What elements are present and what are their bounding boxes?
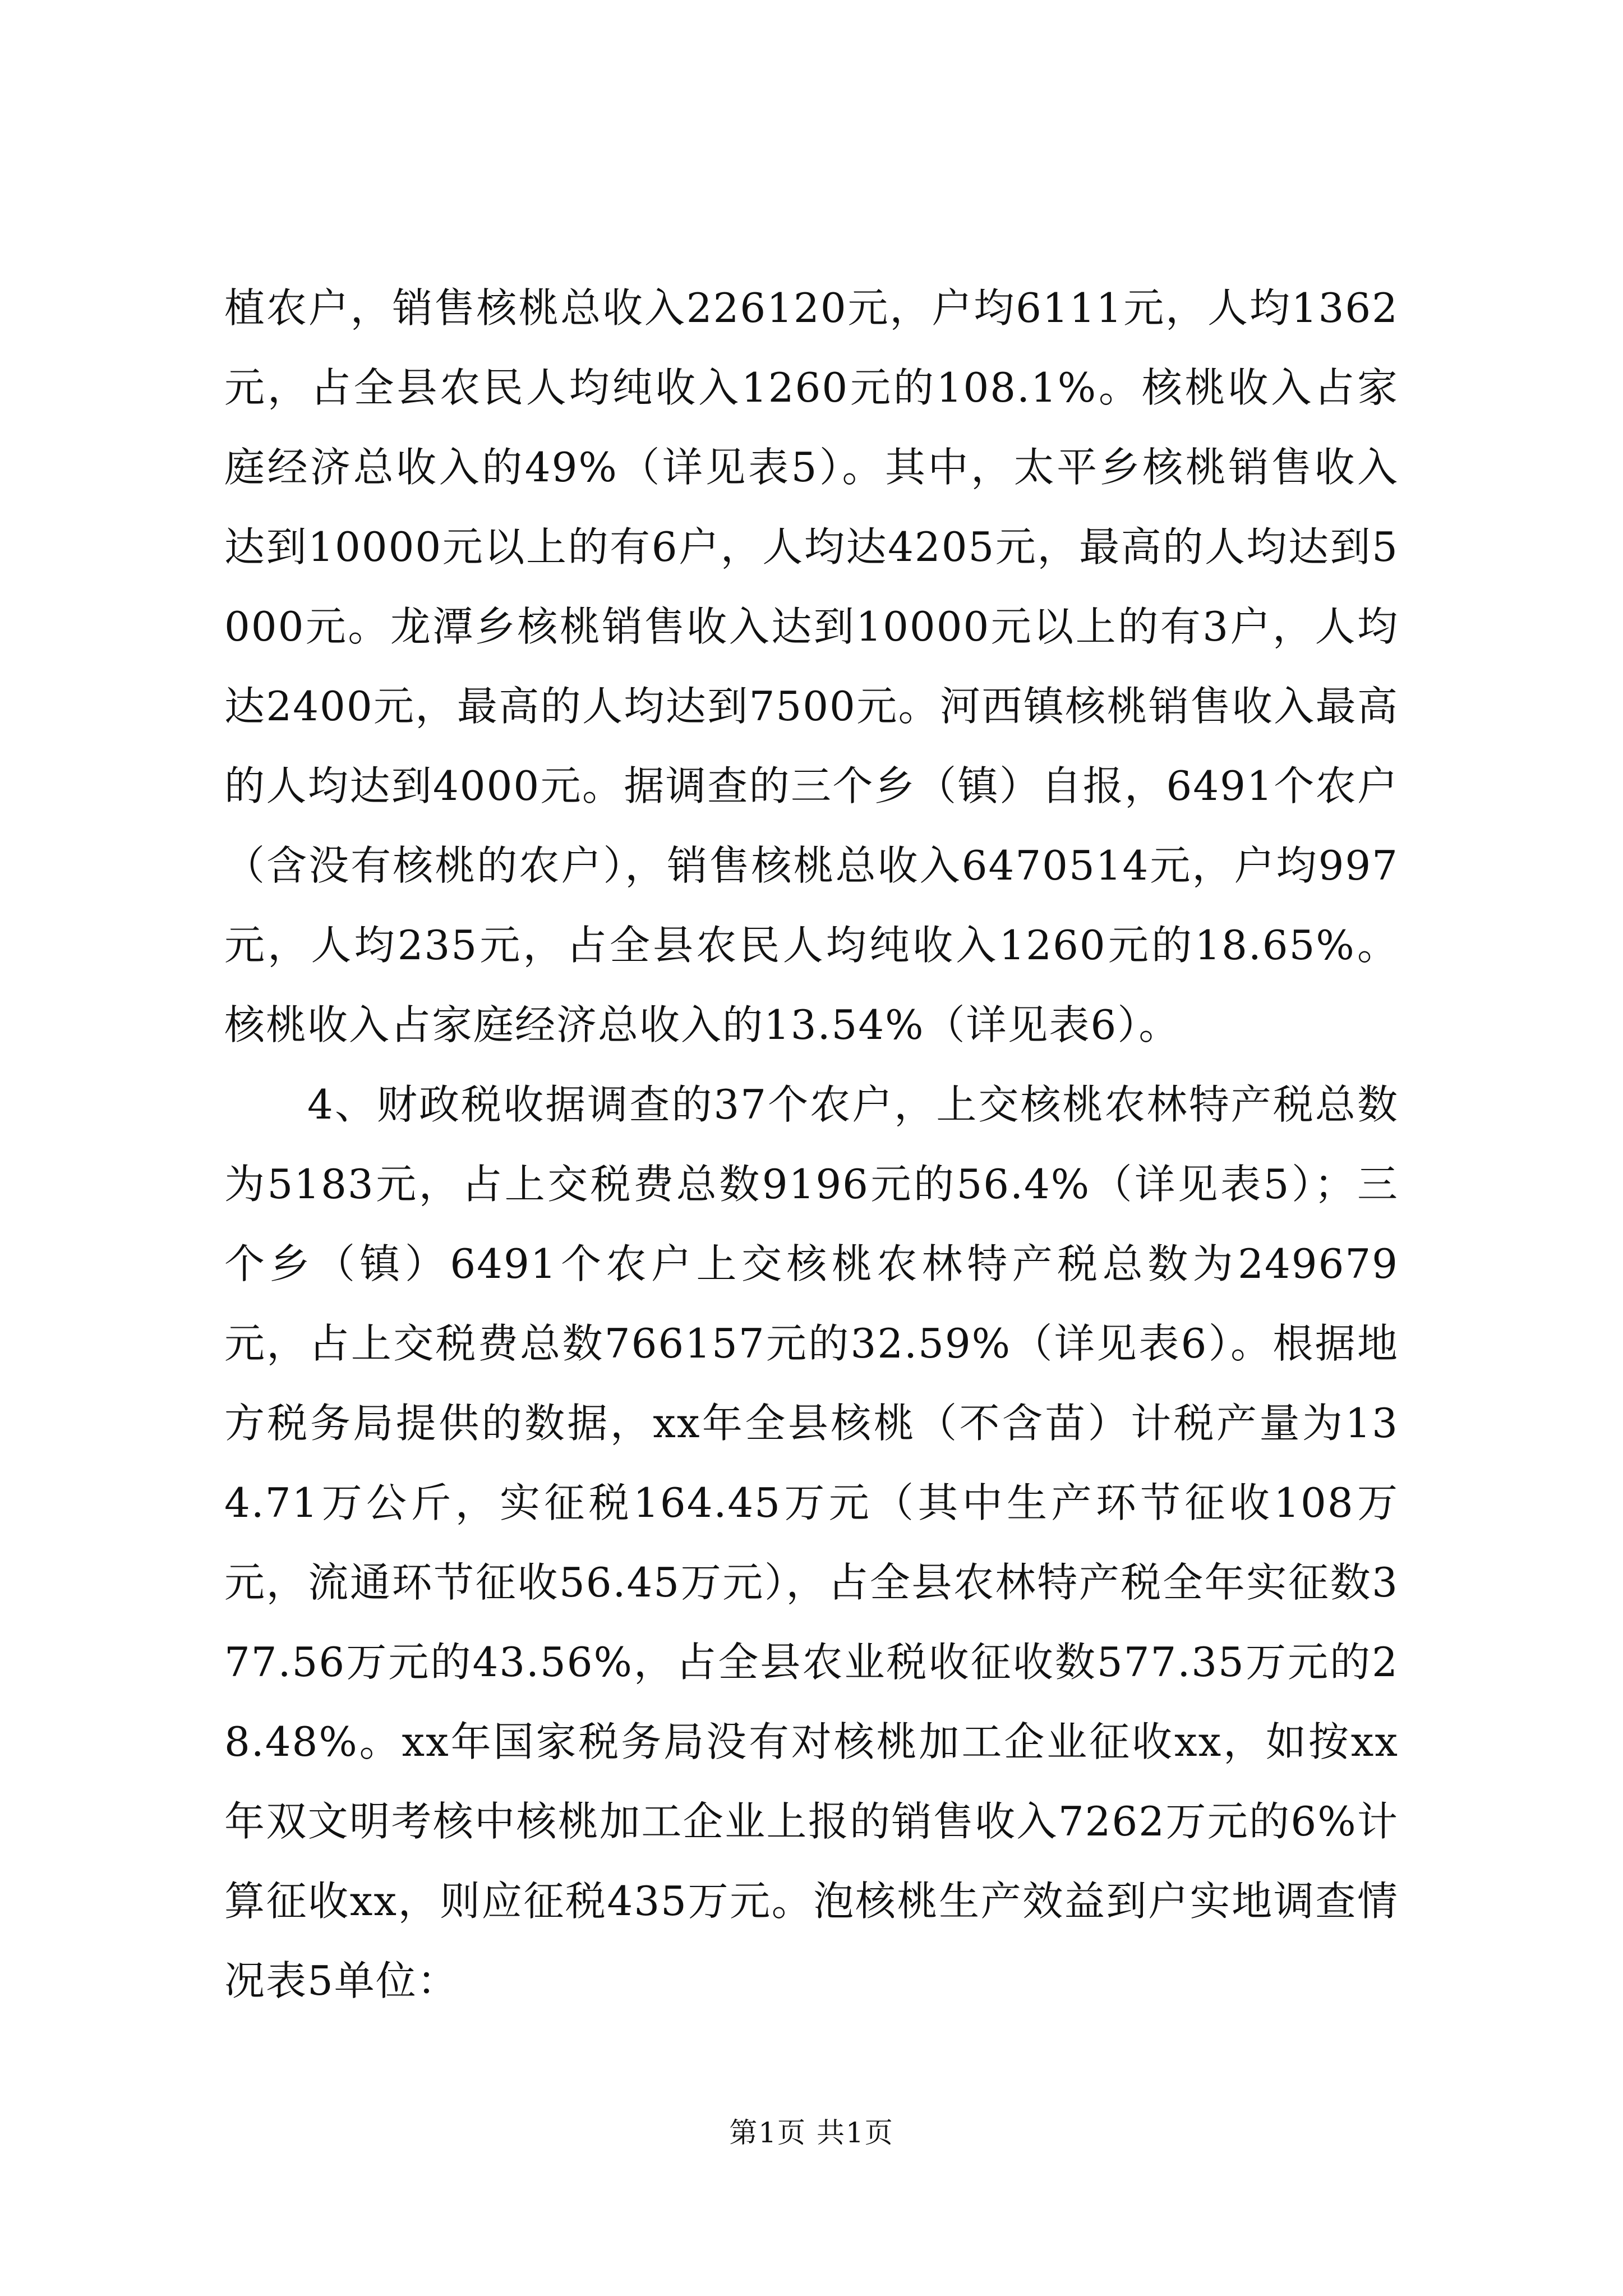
document-body [224, 268, 1399, 2021]
paragraph-income: 植农户，销售核桃总收入226120元，户均6111元，人均1362元，占全县农民人均纯收入1260元的108.1%。核桃收入占家庭经济总收入的49%（详见表5）。其中，太平乡核桃销售收入达到10000元以上的有6户，人均达4205元，最高的人均达到5000元。龙潭乡核桃销售收入达到10000元以上的有3户，人均达2400元，最高的人均达到7500元。河西镇核桃销售收入最高的人均达到4000元。据调查的三个乡（镇）自报，6491个农户（含没有核桃的农户），销售核桃总收入6470514元，户均997元，人均235元，占全县农民人均纯收入1260元的18.65%。核桃收入占家庭经济总收入的13.54%（详见表6）。 [224, 284, 1399, 1048]
page-footer: 第1页 共1页 [729, 2116, 894, 2149]
paragraph-tax: 4、财政税收据调查的37个农户，上交核桃农林特产税总数为5183元，占上交税费总数9196元的56.4%（详见表5）；三个乡（镇）6491个农户上交核桃农林特产税总数为249679元，占上交税费总数766157元的32.59%（详见表6）。根据地方税务局提供的数据，xx年全县核桃（不含苗）计税产量为134.71万公斤，实征税164.45万元（其中生产环节征收108万元，流通环节征收56.45万元），占全县农林特产税全年实征数377.56万元的43.56%，占全县农业税收征收数577.35万元的28.48%。xx年国家税务局没有对核桃加工企业征收xx，如按xx年双文明考核中核桃加工企业上报的销售收入7262万元的6%计算征收xx，则应征税435万元。泡核桃生产效益到户实地调查情况表5单位： [224, 1081, 1399, 2004]
